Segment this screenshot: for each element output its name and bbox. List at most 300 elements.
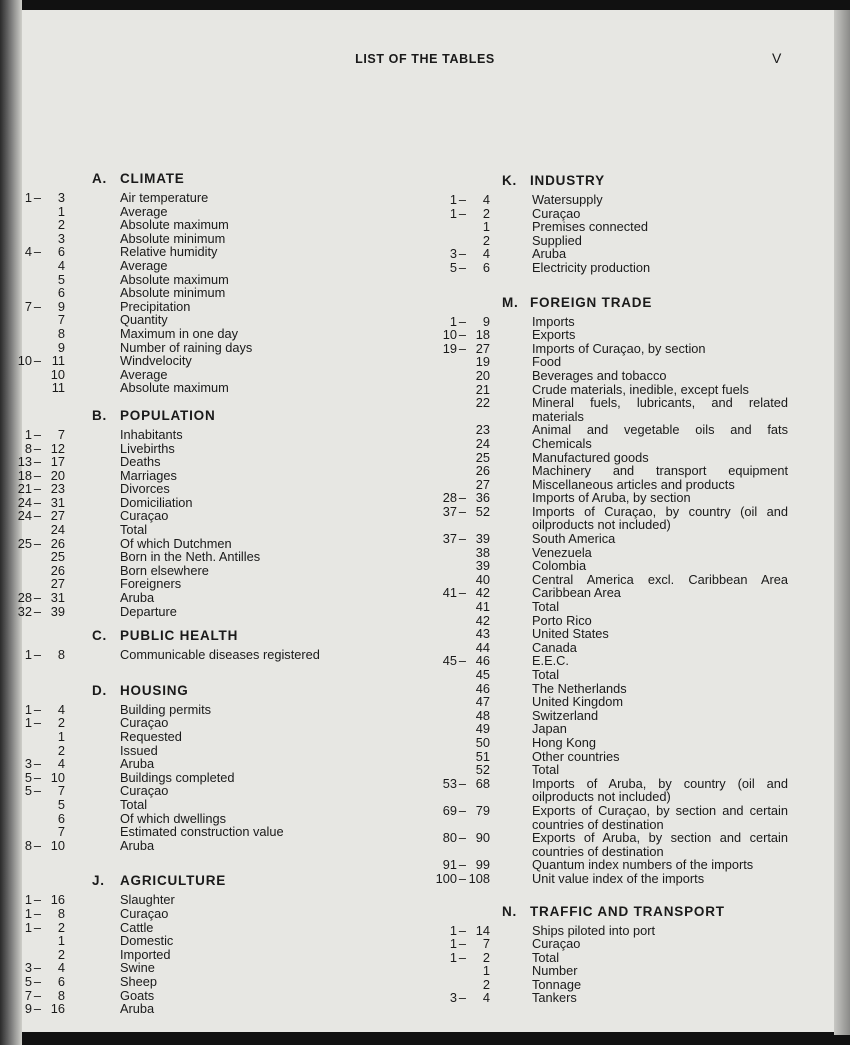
range-from: 1: [449, 936, 457, 952]
range-to: 51: [475, 748, 490, 764]
table-entry-label: Swine: [120, 960, 155, 976]
range-to: 45: [475, 667, 490, 682]
table-entry-label: Imports: [532, 313, 575, 329]
range-from: 9: [24, 1001, 32, 1017]
table-number-range: [0, 716, 65, 730]
table-entry: [50, 366, 422, 382]
table-entry: [475, 734, 792, 750]
table-entry-label: Aruba: [120, 590, 155, 606]
range-from: 80: [442, 830, 457, 846]
range-to: 2: [57, 946, 65, 962]
table-entry: [57, 796, 422, 812]
range-to: 6: [57, 285, 65, 301]
range-dash: –: [458, 531, 466, 547]
section-heading: [92, 628, 422, 648]
section-heading: [92, 408, 422, 428]
section-letter: C.: [92, 628, 108, 644]
range-from: 28: [17, 590, 32, 606]
table-number-range: [0, 259, 65, 273]
range-dash: –: [33, 715, 41, 731]
table-entry: [449, 990, 792, 1006]
range-from: 1: [24, 892, 32, 908]
range-from: 100: [435, 870, 457, 886]
range-to: 25: [475, 449, 490, 465]
section-title: AGRICULTURE: [120, 873, 227, 889]
table-number-range: [0, 537, 65, 551]
table-entry-label: Aruba: [120, 837, 155, 853]
table-entry: [24, 440, 422, 456]
range-to: 2: [482, 232, 490, 248]
table-number-range: [420, 937, 490, 951]
table-entry: [475, 694, 792, 710]
range-to: 7: [57, 312, 65, 328]
table-entry: [57, 271, 422, 287]
range-to: 4: [57, 756, 65, 772]
range-dash: –: [458, 775, 466, 791]
table-entry-label: Imports of Curaçao, by country (oil and oilproducts not included): [532, 503, 788, 533]
range-to: 16: [50, 892, 65, 908]
table-entry-label: Maximum in one day: [120, 325, 239, 341]
table-entry-label: United States: [532, 626, 609, 642]
section-heading: [92, 171, 422, 191]
range-to: 24: [50, 522, 65, 538]
table-entry-label: Quantity: [120, 312, 168, 328]
table-entry-label: Buildings completed: [120, 769, 235, 785]
range-dash: –: [458, 259, 466, 275]
table-number-range: [0, 798, 65, 812]
section-title: HOUSING: [120, 682, 189, 698]
range-dash: –: [458, 313, 466, 329]
table-entry-label: Absolute maximum: [120, 217, 229, 233]
table-number-range: [0, 245, 65, 259]
table-entry: [475, 639, 792, 655]
range-dash: –: [33, 1001, 41, 1017]
table-entry: [17, 508, 422, 524]
range-dash: –: [33, 353, 41, 369]
table-entry-label: Absolute minimum: [120, 285, 226, 301]
table-number-range: [0, 907, 65, 921]
range-to: 6: [57, 810, 65, 826]
table-entry: [24, 426, 422, 442]
table-number-range: [420, 355, 490, 369]
range-dash: –: [33, 783, 41, 799]
table-entry: [57, 257, 422, 273]
table-number-range: [0, 273, 65, 287]
range-dash: –: [458, 653, 466, 669]
range-to: 9: [482, 313, 490, 329]
table-entry: [51, 380, 422, 396]
section-housing: [24, 682, 422, 853]
range-to: 9: [57, 339, 65, 355]
table-entry: [57, 824, 422, 840]
range-from: 28: [442, 490, 457, 506]
range-from: 1: [24, 905, 32, 921]
table-number-range: [0, 784, 65, 798]
range-to: 42: [475, 585, 490, 601]
range-from: 37: [442, 503, 457, 519]
table-entry-label: Number: [532, 963, 578, 979]
range-to: 31: [50, 590, 65, 606]
table-number-range: [420, 437, 490, 451]
table-entry-label: E.E.C.: [532, 653, 569, 669]
table-entry: [475, 381, 792, 397]
table-number-range: [420, 396, 490, 410]
table-entry: [475, 463, 792, 479]
range-dash: –: [33, 987, 41, 1003]
table-entry: [17, 535, 422, 551]
table-entry-label: Colombia: [532, 558, 587, 574]
range-dash: –: [33, 467, 41, 483]
range-dash: –: [33, 535, 41, 551]
range-from: 37: [442, 531, 457, 547]
range-dash: –: [33, 701, 41, 717]
table-number-range: [420, 804, 490, 818]
table-entry-label: Curaçao: [120, 508, 169, 524]
table-number-range: [420, 668, 490, 682]
table-entry: [475, 422, 792, 438]
range-dash: –: [33, 919, 41, 935]
range-dash: –: [458, 830, 466, 846]
range-to: 4: [57, 960, 65, 976]
table-entry: [50, 549, 422, 565]
range-dash: –: [458, 990, 466, 1006]
table-number-range: [420, 682, 490, 696]
range-to: 9: [57, 298, 65, 314]
range-from: 1: [24, 715, 32, 731]
table-entry: [475, 762, 792, 778]
table-entry: [24, 715, 422, 731]
table-entry-label: Imports of Curaçao, by section: [532, 340, 706, 356]
range-to: 6: [57, 244, 65, 260]
range-to: 26: [50, 535, 65, 551]
table-entry: [24, 973, 422, 989]
table-number-range: [0, 286, 65, 300]
table-number-range: [420, 722, 490, 736]
table-entry-label: Sheep: [120, 973, 158, 989]
range-to: 43: [475, 626, 490, 642]
section-title: POPULATION: [120, 407, 216, 423]
table-entry: [442, 490, 792, 506]
table-entry: [449, 192, 792, 207]
table-number-range: [0, 191, 65, 205]
range-from: 24: [17, 508, 32, 524]
range-to: 10: [50, 769, 65, 785]
table-entry-label: Born elsewhere: [120, 562, 209, 578]
range-dash: –: [33, 756, 41, 772]
table-entry: [50, 576, 422, 592]
table-entry: [57, 325, 422, 341]
table-entry-label: Imports of Aruba, by section: [532, 490, 691, 506]
table-entry: [442, 327, 792, 343]
table-entry-label: Average: [120, 203, 168, 219]
table-number-range: [0, 948, 65, 962]
range-dash: –: [33, 769, 41, 785]
range-to: 39: [50, 603, 65, 619]
range-to: 52: [475, 503, 490, 519]
page-title: LIST OF THE TABLES: [355, 52, 495, 66]
table-number-range: [0, 550, 65, 564]
table-entry: [442, 585, 792, 601]
table-entry-label: Curaçao: [532, 205, 581, 221]
range-from: 3: [449, 246, 457, 262]
table-number-range: [420, 777, 490, 791]
range-dash: –: [33, 508, 41, 524]
table-entry: [482, 963, 792, 979]
table-entry-label: Domiciliation: [120, 494, 193, 510]
range-to: 3: [57, 190, 65, 205]
table-entry-label: Marriages: [120, 467, 177, 483]
table-entry-label: Communicable diseases registered: [120, 647, 320, 663]
range-dash: –: [33, 426, 41, 442]
range-to: 7: [57, 824, 65, 840]
table-entry: [17, 494, 422, 510]
table-entry-label: Imported: [120, 946, 171, 962]
range-to: 2: [57, 742, 65, 758]
table-number-range: [420, 234, 490, 248]
table-entry: [57, 339, 422, 355]
section-letter: D.: [92, 682, 108, 698]
range-from: 8: [24, 837, 32, 853]
table-entry-label: Animal and vegetable oils and fats: [532, 422, 788, 438]
range-from: 1: [449, 205, 457, 221]
range-to: 7: [482, 936, 490, 952]
table-entry-label: Central America excl. Caribbean Area: [532, 571, 788, 587]
table-entry-label: Absolute maximum: [120, 380, 229, 396]
range-from: 32: [17, 603, 32, 619]
table-entry-label: Beverages and tobacco: [532, 367, 667, 383]
range-dash: –: [33, 481, 41, 497]
table-number-range: [0, 428, 65, 442]
table-entry: [57, 729, 422, 744]
table-number-range: [420, 858, 490, 872]
range-from: 19: [442, 340, 457, 356]
range-from: 13: [17, 454, 32, 470]
table-number-range: [420, 709, 490, 723]
table-entry-label: Requested: [120, 729, 182, 744]
range-to: 42: [475, 612, 490, 628]
range-to: 90: [475, 830, 490, 846]
range-to: 5: [57, 796, 65, 812]
table-entry-label: Japan: [532, 721, 567, 737]
table-number-range: [420, 964, 490, 978]
range-to: 44: [475, 639, 490, 655]
range-dash: –: [33, 494, 41, 510]
range-to: 31: [50, 494, 65, 510]
range-to: 1: [482, 963, 490, 979]
range-to: 8: [57, 905, 65, 921]
range-to: 2: [482, 976, 490, 992]
table-number-range: [420, 261, 490, 275]
table-entry: [475, 476, 792, 492]
range-to: 16: [50, 1001, 65, 1017]
table-number-range: [0, 205, 65, 219]
table-entry: [449, 205, 792, 221]
table-entry: [24, 892, 422, 908]
range-to: 26: [475, 463, 490, 479]
table-entry: [24, 1001, 422, 1017]
range-from: 1: [24, 647, 32, 663]
table-number-range: [420, 600, 490, 614]
table-entry-label: Foreigners: [120, 576, 182, 592]
table-entry-label: Total: [532, 667, 560, 682]
table-entry: [442, 503, 792, 533]
table-number-range: [0, 703, 65, 717]
table-entry-label: Ships piloted into port: [532, 922, 656, 938]
section-letter: B.: [92, 407, 108, 423]
table-entry-label: Issued: [120, 742, 158, 758]
table-entry: [24, 960, 422, 976]
table-entry: [24, 919, 422, 935]
table-number-range: [0, 648, 65, 662]
range-to: 12: [50, 440, 65, 456]
section-traffic-transport: [449, 903, 792, 1006]
table-number-range: [0, 961, 65, 975]
table-entry: [442, 857, 792, 873]
table-number-range: [420, 641, 490, 655]
section-industry: [449, 173, 792, 275]
table-entry-label: Of which Dutchmen: [120, 535, 232, 551]
range-from: 1: [449, 192, 457, 207]
table-entry-label: Relative humidity: [120, 244, 218, 260]
table-entry-label: Total: [120, 522, 148, 538]
range-dash: –: [458, 246, 466, 262]
range-to: 6: [57, 973, 65, 989]
section-heading: [502, 904, 792, 924]
table-entry: [435, 870, 792, 886]
table-entry: [442, 531, 792, 547]
table-number-range: [420, 736, 490, 750]
table-entry: [17, 481, 422, 497]
table-entry-label: Building permits: [120, 701, 212, 717]
section-letter: M.: [502, 294, 519, 310]
range-to: 27: [50, 576, 65, 592]
table-entry: [24, 837, 422, 853]
table-entry: [475, 680, 792, 696]
table-entry: [475, 626, 792, 642]
table-entry-label: Food: [532, 354, 562, 370]
table-entry: [442, 775, 792, 805]
table-entry-label: Goats: [120, 987, 155, 1003]
range-to: 2: [57, 715, 65, 731]
range-from: 5: [449, 259, 457, 275]
range-dash: –: [458, 870, 466, 886]
table-entry: [449, 313, 792, 329]
range-from: 41: [442, 585, 457, 601]
table-number-range: [420, 573, 490, 587]
range-dash: –: [33, 603, 41, 619]
table-entry-label: Average: [120, 366, 168, 382]
table-entry-label: United Kingdom: [532, 694, 624, 710]
section-agriculture: [24, 873, 422, 1017]
table-number-range: [420, 532, 490, 546]
table-entry-label: Absolute minimum: [120, 230, 226, 246]
table-entry: [475, 449, 792, 465]
table-number-range: [420, 586, 490, 600]
range-dash: –: [33, 960, 41, 976]
range-dash: –: [458, 949, 466, 965]
table-number-range: [0, 921, 65, 935]
table-number-range: [0, 564, 65, 578]
table-entry-label: Of which dwellings: [120, 810, 226, 826]
table-entry-label: South America: [532, 531, 616, 547]
table-number-range: [0, 523, 65, 537]
table-number-range: [420, 423, 490, 437]
table-number-range: [0, 893, 65, 907]
range-to: 8: [57, 987, 65, 1003]
range-to: 39: [475, 531, 490, 547]
range-dash: –: [33, 973, 41, 989]
range-to: 79: [475, 802, 490, 818]
table-entry: [57, 285, 422, 301]
range-to: 46: [475, 680, 490, 696]
range-from: 69: [442, 802, 457, 818]
range-to: 27: [50, 508, 65, 524]
table-entry: [475, 354, 792, 370]
range-to: 2: [482, 949, 490, 965]
range-to: 68: [475, 775, 490, 791]
range-to: 2: [57, 919, 65, 935]
table-entry-label: Curaçao: [120, 783, 169, 799]
range-from: 1: [24, 919, 32, 935]
table-entry: [449, 949, 792, 965]
table-number-range: [0, 605, 65, 619]
range-to: 10: [50, 366, 65, 382]
table-number-range: [0, 1002, 65, 1016]
table-entry: [17, 353, 422, 369]
range-dash: –: [458, 802, 466, 818]
table-entry-label: Livebirths: [120, 440, 175, 456]
range-dash: –: [458, 340, 466, 356]
range-to: 17: [50, 454, 65, 470]
range-to: 21: [475, 381, 490, 397]
section-letter: N.: [502, 903, 518, 919]
range-from: 45: [442, 653, 457, 669]
range-to: 36: [475, 490, 490, 506]
section-title: INDUSTRY: [530, 173, 605, 188]
range-from: 3: [24, 960, 32, 976]
range-to: 1: [57, 203, 65, 219]
table-entry: [442, 802, 792, 832]
section-heading: [502, 173, 792, 193]
table-number-range: [0, 354, 65, 368]
range-dash: –: [458, 585, 466, 601]
table-entry: [482, 976, 792, 992]
table-entry-label: Air temperature: [120, 190, 209, 205]
table-entry: [17, 467, 422, 483]
table-entry-label: Caribbean Area: [532, 585, 621, 601]
table-number-range: [420, 451, 490, 465]
range-to: 99: [475, 857, 490, 873]
range-dash: –: [458, 503, 466, 519]
section-letter: J.: [92, 873, 105, 889]
table-entry: [24, 783, 422, 799]
table-entry-label: Machinery and transport equipment: [532, 463, 788, 479]
range-to: 50: [475, 734, 490, 750]
table-entry: [475, 667, 792, 682]
range-to: 4: [57, 701, 65, 717]
range-from: 21: [17, 481, 32, 497]
table-number-range: [0, 232, 65, 246]
table-number-range: [420, 991, 490, 1005]
range-from: 25: [17, 535, 32, 551]
table-entry: [475, 707, 792, 723]
table-entry-label: Inhabitants: [120, 426, 183, 442]
range-dash: –: [458, 490, 466, 506]
table-entry-label: Estimated construction value: [120, 824, 284, 840]
section-title: PUBLIC HEALTH: [120, 628, 239, 644]
table-number-range: [0, 509, 65, 523]
table-entry: [17, 603, 422, 619]
